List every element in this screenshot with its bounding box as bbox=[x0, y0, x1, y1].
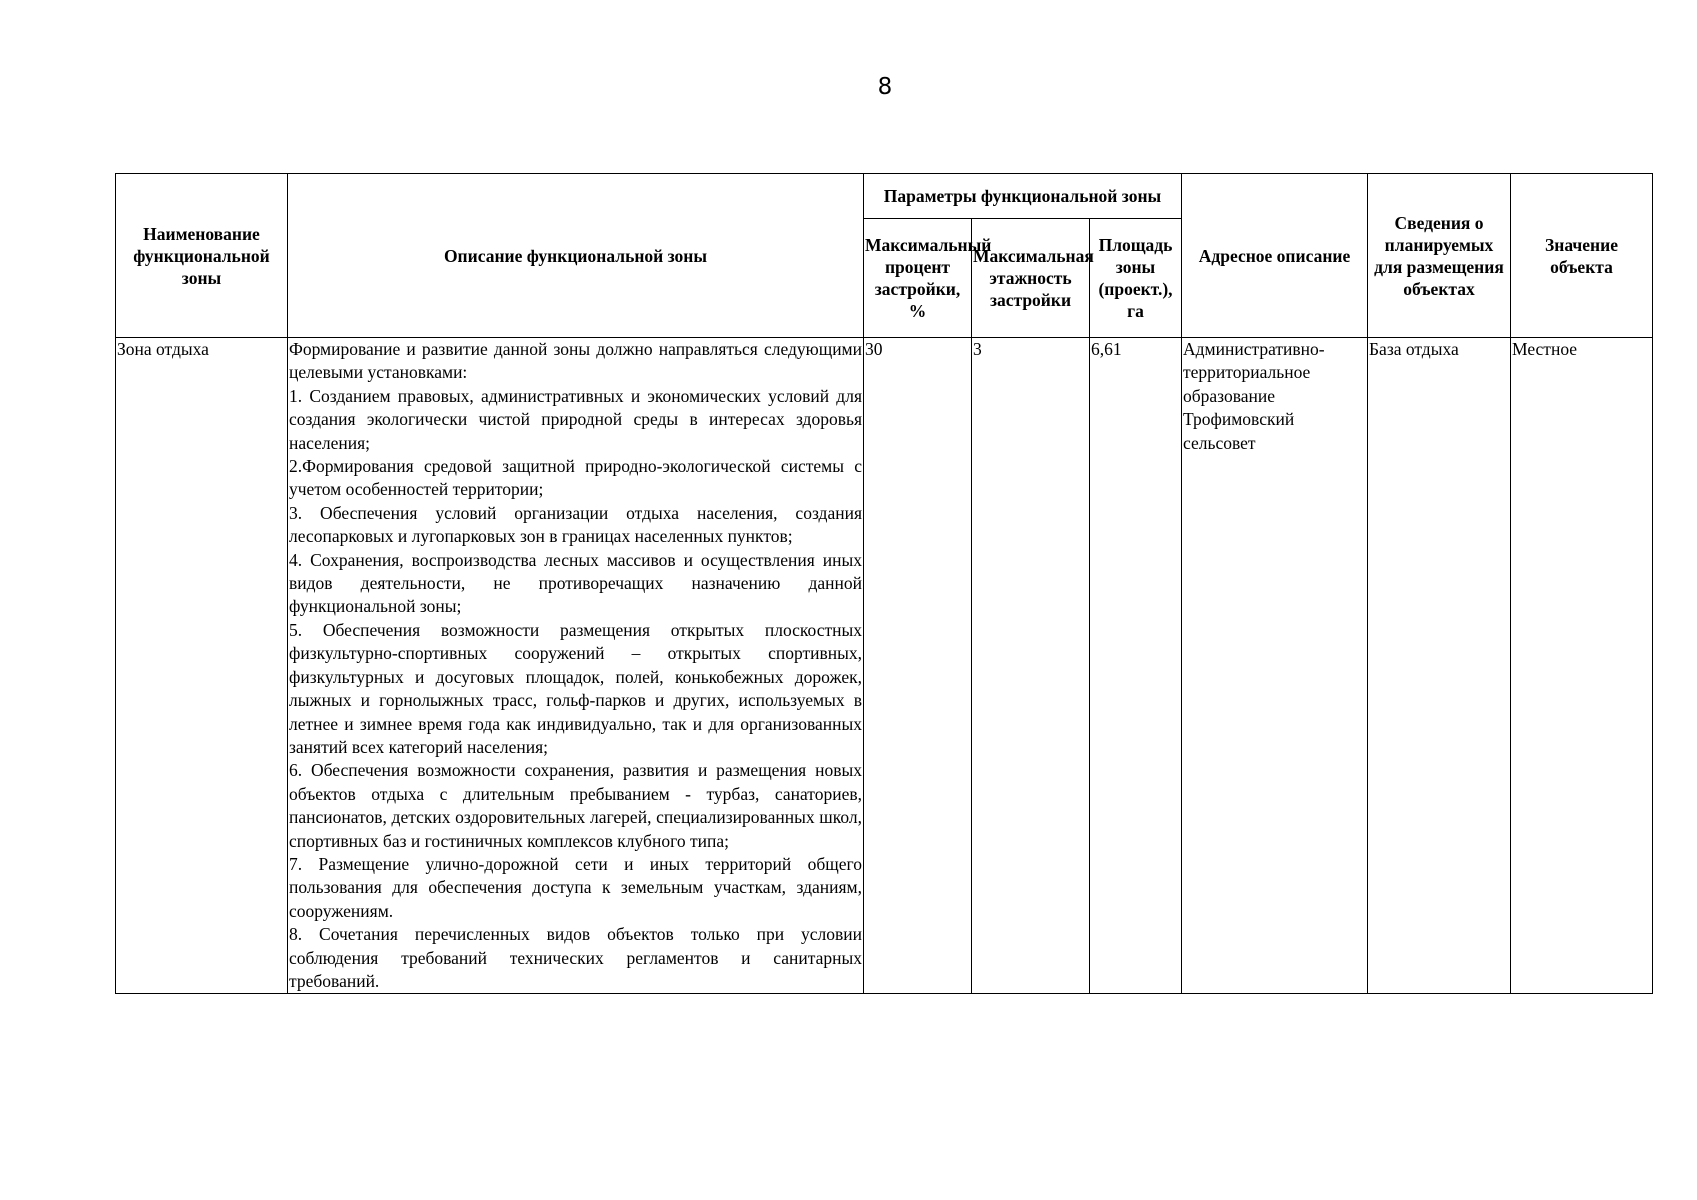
description-paragraph: 2.Формирования средовой защитной природно-экологической системы с учетом особенностей территории; bbox=[289, 456, 862, 500]
cell-area: 6,61 bbox=[1090, 338, 1182, 994]
header-area: Площадь зоны (проект.), га bbox=[1090, 219, 1182, 338]
description-paragraph: 8. Сочетания перечисленных видов объектов только при условии соблюдения требований технических регламентов и санитарных требований. bbox=[289, 924, 862, 991]
cell-zone-name: Зона отдыха bbox=[116, 338, 288, 994]
description-paragraph: 1. Созданием правовых, административных и экономических условий для создания экологически чистой природной среды в интересах здоровья населения; bbox=[289, 385, 862, 453]
description-paragraph: Формирование и развитие данной зоны должно направляться следующими целевыми установками: bbox=[289, 339, 862, 383]
cell-object-value: Местное bbox=[1511, 338, 1653, 994]
header-planned-objects: Сведения о планируемых для размещения объектах bbox=[1368, 174, 1511, 338]
cell-zone-description bbox=[288, 338, 864, 994]
header-max-floors: Максимальная этажность застройки bbox=[972, 219, 1090, 338]
header-zone-description: Описание функциональной зоны bbox=[288, 174, 864, 338]
functional-zones-table bbox=[115, 173, 1653, 994]
page-number: 8 bbox=[877, 74, 893, 100]
header-address: Адресное описание bbox=[1182, 174, 1368, 338]
description-paragraph: 6. Обеспечения возможности сохранения, развития и размещения новых объектов отдыха с длительным пребыванием - турбаз, санаториев, пансионатов, детских оздоровительных лагерей, специализированных школ, спортивных баз и гостиничных комплексов клубного типа; bbox=[289, 760, 862, 851]
header-object-value: Значение объекта bbox=[1511, 174, 1653, 338]
table-row bbox=[116, 338, 1653, 994]
description-paragraph: 3. Обеспечения условий организации отдыха населения, создания лесопарковых и лугопарковых зон в границах населенных пунктов; bbox=[289, 502, 862, 547]
description-paragraph: 5. Обеспечения возможности размещения открытых плоскостных физкультурно-спортивных сооружений – открытых спортивных, физкультурных и досуговых площадок, полей, конькобежных дорожек, лыжных и горнолыжных трасс, гольф-парков и других, используемых в летнее и зимнее время года как индивидуально, так и для организованных занятий всех категорий населения; bbox=[289, 619, 862, 757]
description-paragraph: 4. Сохранения, воспроизводства лесных массивов и осуществления иных видов деятельности, не противоречащих назначению данной функциональной зоны; bbox=[289, 549, 862, 617]
cell-planned-objects: База отдыха bbox=[1368, 338, 1511, 994]
cell-max-percent: 30 bbox=[864, 338, 972, 994]
description-paragraph: 7. Размещение улично-дорожной сети и иных территорий общего пользования для обеспечения доступа к земельным участкам, зданиям, сооружениям. bbox=[289, 853, 862, 921]
header-zone-parameters: Параметры функциональной зоны bbox=[864, 174, 1182, 219]
header-max-percent: Максимальный процент застройки, % bbox=[864, 219, 972, 338]
header-zone-name: Наименование функциональной зоны bbox=[116, 174, 288, 338]
cell-max-floors: 3 bbox=[972, 338, 1090, 994]
cell-address: Административно-территориальное образование Трофимовский сельсовет bbox=[1182, 338, 1368, 994]
